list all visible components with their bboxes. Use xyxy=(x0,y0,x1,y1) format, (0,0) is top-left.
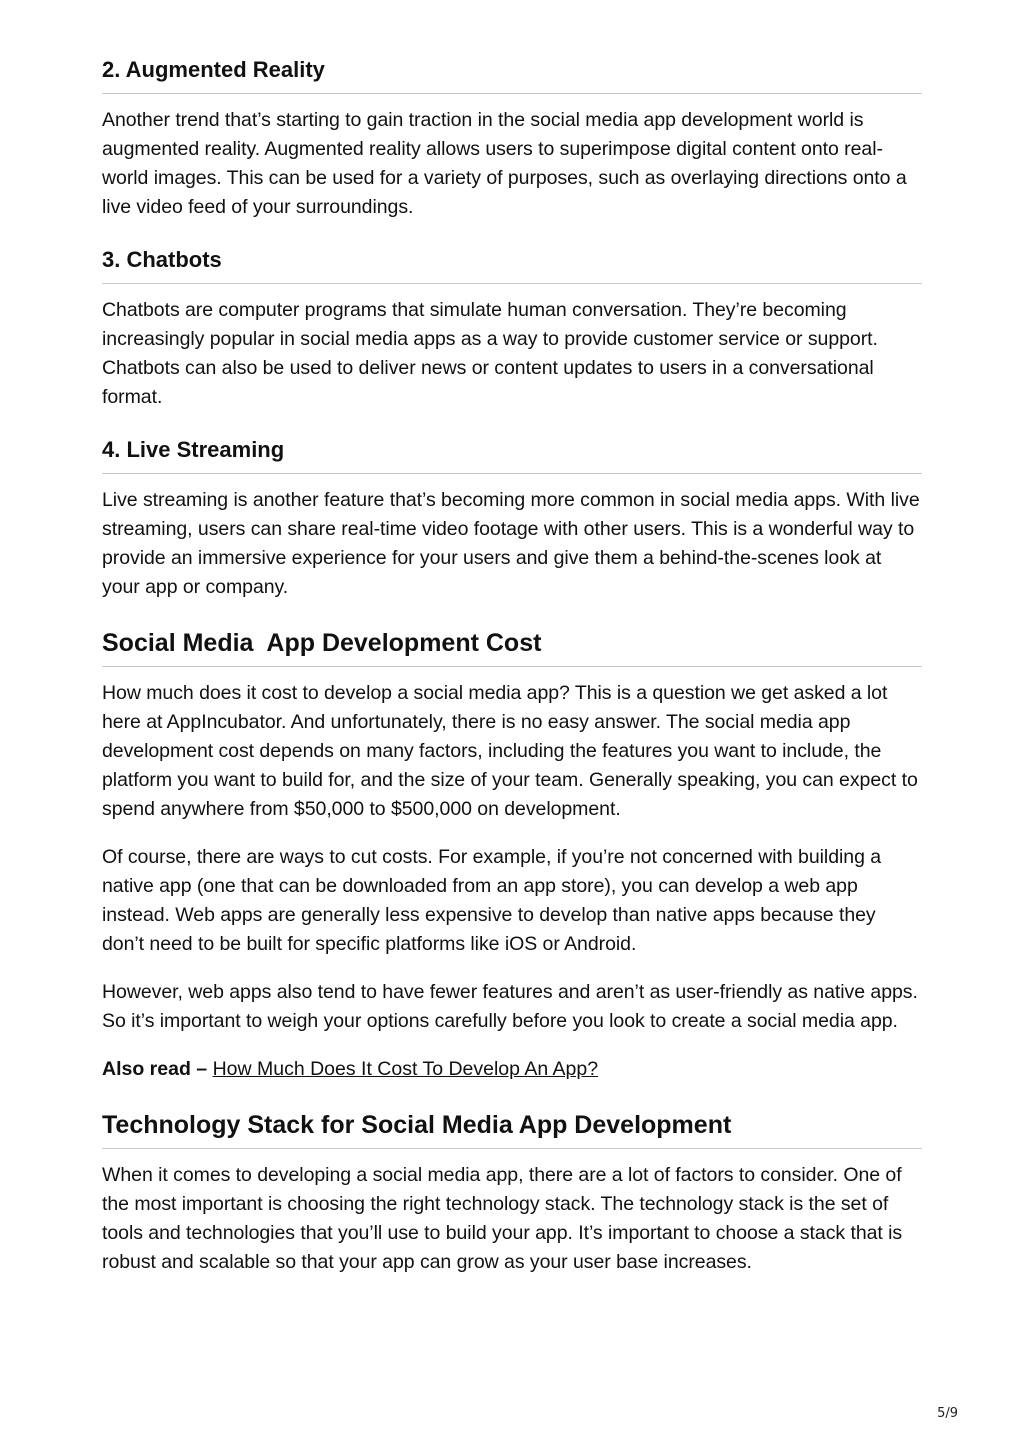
section-heading: Social Media App Development Cost xyxy=(102,627,922,667)
also-read xyxy=(102,1055,922,1084)
section-paragraph: When it comes to developing a social media app, there are a lot of factors to consider. One of the most important is choosing the right technology stack. The technology stack is the set of tools and technologies that you’ll use to build your app. It’s important to choose a stack that is robust and scalable so that your app can grow as your user base increases. xyxy=(102,1164,903,1273)
also-read-link[interactable]: How Much Does It Cost To Develop An App? xyxy=(212,1058,599,1080)
also-read-label: Also read – xyxy=(102,1058,208,1080)
section-paragraph: Live streaming is another feature that’s becoming more common in social media apps. With live streaming, users can share real-time video footage with other users. This is a wonderful way to provide an immersive experience for your users and give them a behind-the-scenes look at your app or company. xyxy=(102,489,920,598)
page-number: 5/9 xyxy=(937,1406,958,1421)
section-paragraph: How much does it cost to develop a social media app? This is a question we get asked a lot here at AppIncubator. And unfortunately, there is no easy answer. The social media app development cost depends on many factors, including the features you want to include, the platform you want to build for, and the size of your team. Generally speaking, you can expect to spend anywhere from $50,000 to $500,000 on development. xyxy=(102,682,918,820)
section-live-streaming xyxy=(102,436,922,602)
section-app-development-cost xyxy=(102,627,922,1084)
section-heading: 3. Chatbots xyxy=(102,246,922,284)
section-paragraph: Another trend that’s starting to gain traction in the social media app development world is augmented reality. Augmented reality allows users to superimpose digital content onto real-world images. This can be used for a variety of purposes, such as overlaying directions onto a live video feed of your surroundings. xyxy=(102,109,907,218)
section-paragraph: However, web apps also tend to have fewer features and aren’t as user-friendly as native apps. So it’s important to weigh your options carefully before you look to create a social media app. xyxy=(102,981,918,1032)
section-augmented-reality xyxy=(102,56,922,222)
document-page xyxy=(102,56,922,1277)
section-paragraph: Of course, there are ways to cut costs. For example, if you’re not concerned with building a native app (one that can be downloaded from an app store), you can develop a web app instead. Web apps are generally less expensive to develop than native apps because they don’t need to be built for specific platforms like iOS or Android. xyxy=(102,846,882,955)
section-paragraph: Chatbots are computer programs that simulate human conversation. They’re becoming increasingly popular in social media apps as a way to provide customer service or support. Chatbots can also be used to deliver news or content updates to users in a conversational format. xyxy=(102,299,878,408)
section-technology-stack xyxy=(102,1109,922,1277)
section-heading: 2. Augmented Reality xyxy=(102,56,922,94)
section-heading: Technology Stack for Social Media App Development xyxy=(102,1109,922,1149)
section-chatbots xyxy=(102,246,922,412)
section-heading: 4. Live Streaming xyxy=(102,436,922,474)
